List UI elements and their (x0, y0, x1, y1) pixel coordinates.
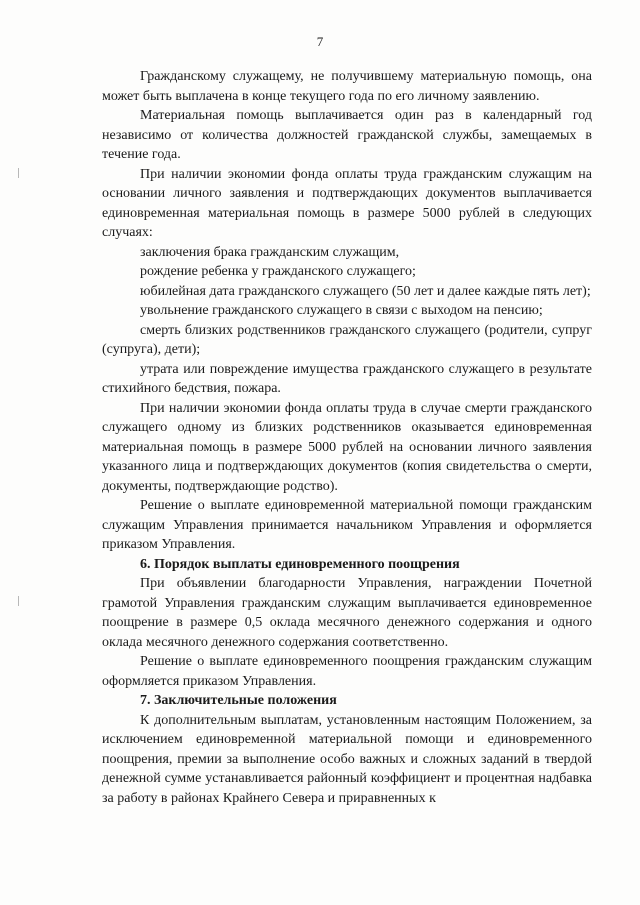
paragraph: При наличии экономии фонда оплаты труда гражданским служащим на основании личного заявления и подтверждающих документов выплачивается единовременная материальная помощь в размере 5000 рублей в следующих случаях: (102, 166, 592, 240)
list-item: смерть близких родственников гражданского служащего (родители, супруг (супруга), дети); (102, 322, 592, 357)
page-number: 7 (316, 34, 324, 49)
list-item: заключения брака гражданским служащим, (140, 244, 400, 260)
list-item: юбилейная дата гражданского служащего (50 лет и далее каждые пять лет); (140, 283, 591, 299)
paragraph: К дополнительным выплатам, установленным настоящим Положением, за исключением единовременной материальной помощи и единовременного поощрения, премии за выполнение особо важных и сложных заданий в твердой денежной сумме устанавливается районный коэффициент и процентная надбавка за работу в районах Крайнего Севера и приравненных к (102, 712, 592, 806)
paragraph: При объявлении благодарности Управления, награждении Почетной грамотой Управления гражданским служащим выплачивается единовременное поощрение в размере 0,5 оклада месячного денежного содержания и одного оклада месячного денежного содержания соответственно. (102, 576, 592, 650)
document-body (102, 67, 592, 808)
scan-margin-mark (18, 596, 22, 606)
scan-margin-mark (18, 168, 22, 178)
list-item: утрата или повреждение имущества гражданского служащего в результате стихийного бедствия, пожара. (102, 361, 592, 396)
paragraph: Решение о выплате единовременной материальной помощи гражданским служащим Управления принимается начальником Управления и оформляется приказом Управления. (102, 498, 592, 552)
list-item: увольнение гражданского служащего в связи с выходом на пенсию; (140, 303, 543, 318)
paragraph: Материальная помощь выплачивается один раз в календарный год независимо от количества должностей гражданской службы, замещаемых в течение года. (102, 108, 592, 162)
paragraph: Гражданскому служащему, не получившему материальную помощь, она может быть выплачена в конце текущего года по его личному заявлению. (102, 69, 592, 104)
list-item: рождение ребенка у гражданского служащего; (140, 264, 416, 279)
paragraph: При наличии экономии фонда оплаты труда в случае смерти гражданского служащего одному из близких родственников оказывается единовременная материальная помощь в размере 5000 рублей на основании личного заявления указанного лица и подтверждающих документов (копия свидетельства о смерти, документы, подтверждающие родство). (102, 400, 592, 494)
section-heading: 6. Порядок выплаты единовременного поощрения (140, 556, 460, 572)
paragraph: Решение о выплате единовременного поощрения гражданским служащим оформляется приказом Управления. (102, 654, 592, 689)
section-heading: 7. Заключительные положения (140, 693, 337, 708)
